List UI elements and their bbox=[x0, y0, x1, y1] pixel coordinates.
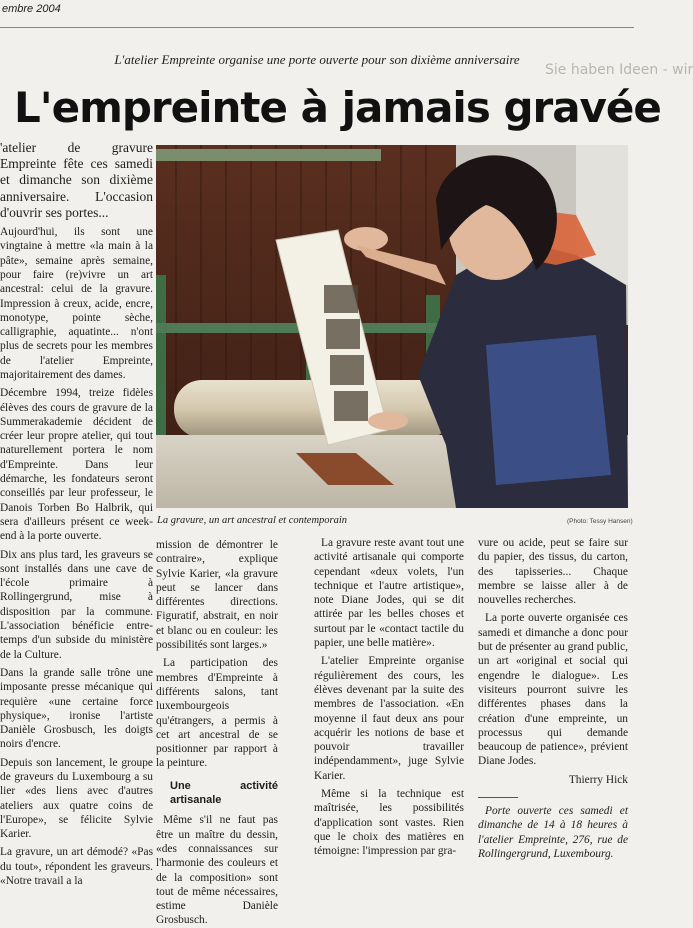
body-paragraph: Même s'il ne faut pas être un maître du dessin, «des connaissances sur l'harmonie des couleurs et de la composition» sont tout de même nécessaires, estime Danièle Grosbusch. bbox=[156, 814, 278, 927]
body-paragraph: La participation des membres d'Empreinte à différents salons, tant luxembourgeois qu'étrangers, a permis à cet art ancestral de se positionner par rapport à la peinture. bbox=[156, 657, 278, 770]
date-header: embre 2004 bbox=[2, 3, 61, 15]
body-paragraph: La gravure reste avant tout une activité artisanale qui comporte cependant «deux volets, l'un technique et l'autre artistique», note Diane Jodes, qui se dit attirée par les belles choses et surtout par le «contact tactile du papier, une belle matière». bbox=[314, 537, 464, 650]
body-paragraph: Dans la grande salle trône une imposante presse mécanique qui requière «une certaine force physique», ironise l'artiste Danièle Grosbusch, les doigts noirs d'encre. bbox=[0, 666, 153, 751]
photo bbox=[156, 145, 628, 508]
header-rule bbox=[0, 27, 634, 28]
subheading: Une activité artisanale bbox=[170, 779, 278, 807]
column-2 bbox=[156, 538, 278, 927]
body-paragraph: mission de démontrer le contraire», explique Sylvie Karier, «la gravure peut se lancer dans différentes directions. Figuratif, abstrait, en noir et blanc ou en couleur: les possibilités sont larges.» bbox=[156, 539, 278, 652]
author-signature: Thierry Hick bbox=[568, 773, 628, 786]
body-paragraph: Dix ans plus tard, les graveurs se sont installés dans une cave de l'école primaire à Rollingergrund, mise à disposition par la commune. L'association bénéficie entre-temps d'un subside du ministère de la Culture. bbox=[0, 548, 153, 661]
headline: L'empreinte à jamais gravée bbox=[14, 83, 661, 132]
photo-credit: (Photo: Tessy Hansen) bbox=[567, 518, 633, 525]
body-paragraph: Aujourd'hui, ils sont une vingtaine à mettre «la main à la pâte», semaine après semaine, pour faire (re)vivre un art ancestral: celui de la gravure. Impression à creux, acide, encre, monotype, pointe sèche, calligraphie, aquatinte... n'ont plus de secrets pour les membres de l'atelier Empreinte, majoritairement des dames. bbox=[0, 226, 153, 381]
body-paragraph: Décembre 1994, treize fidèles élèves des cours de gravure de la Summerakademie décident de créer leur propre atelier, qui tout naturellement portera le nom d'Empreinte. Dans leur démarche, les fondateurs seront conseillés par leur professeur, le Danois Torben Bo Halbrik, qui sera d'ailleurs présent ce week-end à la porte ouverte. bbox=[0, 387, 153, 543]
info-divider bbox=[478, 797, 518, 798]
body-paragraph: La porte ouverte organisée ces samedi et dimanche a donc pour but de présenter au grand public, un art «original et social qui engendre le dialogue». Les visiteurs pourront suivre les différentes phases dans la création d'une empreinte, un processus qui demande beaucoup de patience», prévient Diane Jodes. bbox=[478, 612, 628, 768]
body-paragraph: Même si la technique est maîtrisée, les possibilités d'application sont vastes. Rien que le choix des matières en témoigne: l'impression par gra- bbox=[314, 788, 464, 858]
column-4 bbox=[478, 536, 628, 860]
body-paragraph: La gravure, un art démodé? «Pas du tout», répondent les graveurs. «Notre travail a la bbox=[0, 846, 153, 888]
body-paragraph: vure ou acide, peut se faire sur du papier, des tissus, du carton, des tapisseries... Chaque membre se laisse aller à de nouvelles recherches. bbox=[478, 537, 628, 607]
event-info: Porte ouverte ces samedi et dimanche de 14 à 18 heures à l'atelier Empreinte, 276, rue de Rollingergrund, Luxembourg. bbox=[478, 805, 628, 860]
body-paragraph: Depuis son lancement, le groupe de graveurs du Luxembourg a su lier «des liens avec d'autres ateliers aux quatre coins de l'Europe», se félicite Sylvie Karier. bbox=[0, 756, 153, 841]
photo-caption: La gravure, un art ancestral et contemporain bbox=[157, 515, 348, 526]
column-1 bbox=[0, 140, 153, 888]
kicker: L'atelier Empreinte organise une porte ouverte pour son dixième anniversaire bbox=[114, 52, 520, 67]
lead-paragraph: 'atelier de gravure Empreinte fête ces samedi et dimanche son dixième anniversaire. L'occasion d'ouvrir ses portes... bbox=[0, 140, 153, 220]
column-3 bbox=[314, 536, 464, 858]
background-ad-text: Sie haben Ideen - wir bbox=[545, 62, 693, 78]
body-paragraph: L'atelier Empreinte organise régulièrement des cours, les élèves devenant par la suite des membres de l'association. «En moyenne il faut deux ans pour acquérir les notions de base et pouvoir travailler indépendamment», juge Sylvie Karier. bbox=[314, 655, 464, 782]
